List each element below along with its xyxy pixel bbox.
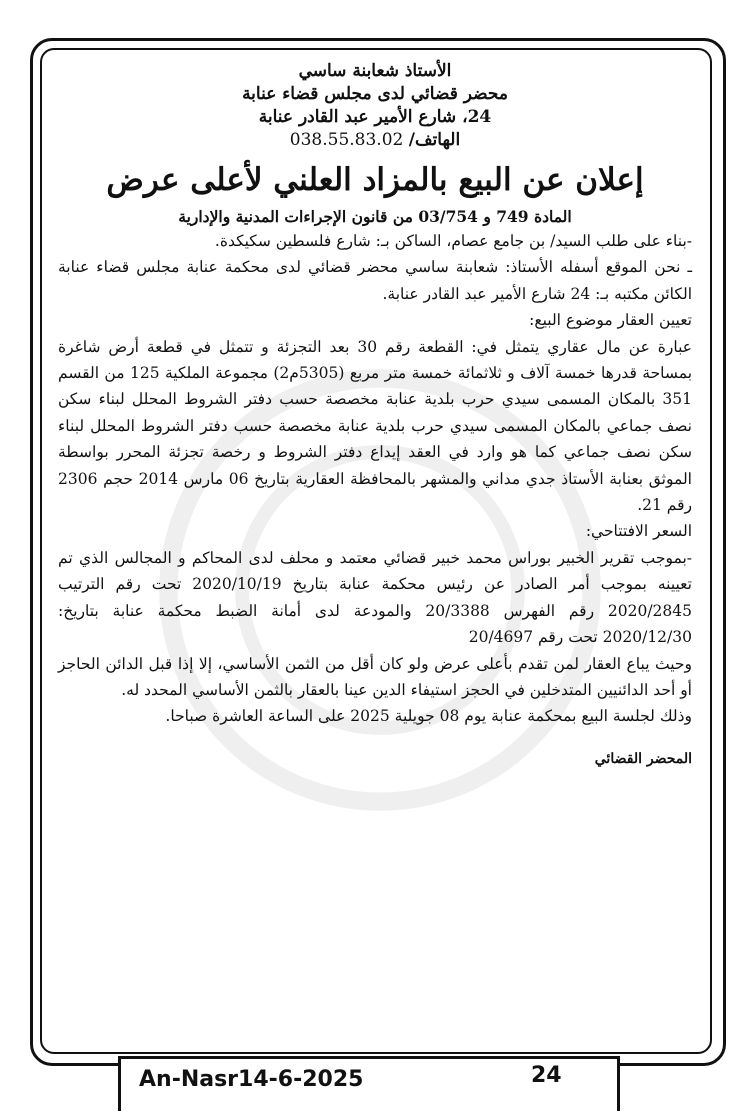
opening-price-heading: السعر الافتتاحي: — [585, 522, 692, 541]
signature-label: المحضر القضائي — [594, 750, 692, 767]
property-heading: تعيين العقار موضوع البيع: — [529, 311, 692, 330]
bailiff-role: محضر قضائي لدى مجلس قضاء عنابة — [242, 84, 508, 104]
legal-reference: المادة 749 و 03/754 من قانون الإجراءات المدنية والإدارية — [178, 207, 572, 226]
bailiff-paragraph: ـ نحن الموقع أسفله الأستاذ: شعابنة ساسي محضر قضائي لدى محكمة عنابة مجلس قضاء عنابة الكائن مكتبه بـ: 24 شارع الأمير عبد القادر عنابة. — [58, 258, 692, 303]
sale-conditions-paragraph: وحيث يباع العقار لمن تقدم بأعلى عرض ولو كان أقل من الثمن الأساسي، إلا إذا قبل الدائن الحاجز أو أحد الدائنيين المتدخلين في الحجز استيفاء الدين عينا بالعقار بالثمن الأساسي المحدد له. — [58, 654, 692, 699]
bailiff-address: 24، شارع الأمير عبد القادر عنابة — [258, 107, 492, 127]
phone-value: 038.55.83.02 — [289, 130, 404, 150]
phone-label: الهاتف/ — [408, 130, 461, 150]
requester-paragraph: -بناء على طلب السيد/ بن جامع عصام، الساكن بـ: شارع فلسطين سكيكدة. — [214, 232, 692, 250]
announcement-title: إعلان عن البيع بالمزاد العلني لأعلى عرض — [106, 162, 644, 198]
page-footer — [118, 1056, 620, 1111]
announcement-body — [58, 60, 692, 770]
expert-report-paragraph: -بموجب تقرير الخبير بوراس محمد خبير قضائي معتمد و محلف لدى المحاكم و المجالس الذي تم تعيينه بموجب أمر الصادر عن رئيس محكمة عنابة بتاريخ 2020/10/19 تحت رقم الترتيب 2020/2845 رقم الفهرس 20/3388 والمودعة لدى أمانة الضبط محكمة عنابة بتاريخ: 2020/12/30 تحت رقم 20/4697 — [58, 548, 692, 647]
publication-label: An-Nasr14-6-2025 — [139, 1067, 364, 1092]
page-number: 24 — [531, 1063, 562, 1088]
auction-session-paragraph: وذلك لجلسة البيع بمحكمة عنابة يوم 08 جويلية 2025 على الساعة العاشرة صباحا. — [165, 707, 692, 726]
bailiff-name: الأستاذ شعابنة ساسي — [298, 61, 452, 81]
bailiff-phone — [58, 129, 692, 152]
property-description: عبارة عن مال عقاري يتمثل في: القطعة رقم 30 بعد التجزئة و تتمثل في قطعة أرض شاغرة بمساحة قدرها خمسة آلاف و ثلاثمائة خمسة متر مربع (5305م2) مجموعة الملكية 125 من القسم 351 بالمكان المسمى سيدي حرب بلدية عنابة مخصصة حسب دفتر الشروط المحلل لبناء سكن نصف جماعي بالمكان المسمى سيدي حرب بلدية عنابة مخصصة حسب دفتر الشروط المحلل لبناء سكن نصف جماعي كما هو وارد في العقد إيداع دفتر الشروط و رخصة تجزئة المحرر بواسطة الموثق بعنابة الأستاذ جدي مداني والمشهر بالمحافظة العقارية بتاريخ 06 مارس 2014 حجم 2306 رقم 21. — [58, 337, 693, 515]
